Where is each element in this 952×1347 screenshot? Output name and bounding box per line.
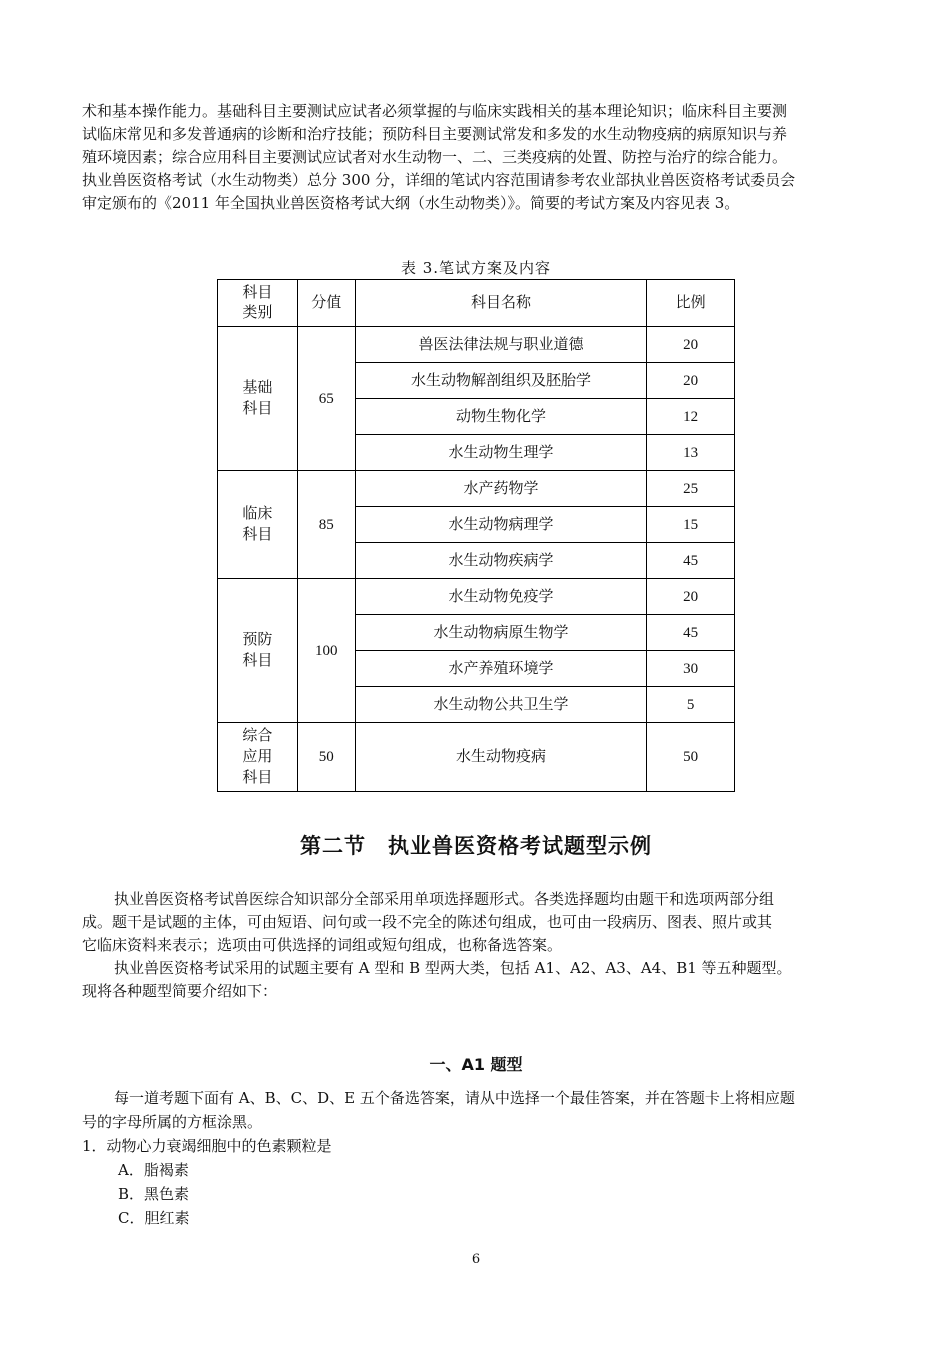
paragraph-line: 它临床资料来表示；选项由可供选择的词组或短句组成，也称备选答案。 (82, 936, 563, 954)
category-cell: 综合 应用 科目 (218, 723, 298, 792)
subject-cell: 水生动物免疫学 (355, 579, 646, 615)
header-category: 科目 类别 (218, 280, 298, 327)
table-caption: 表 3.笔试方案及内容 (400, 259, 552, 277)
subject-cell: 兽医法律法规与职业道德 (355, 327, 646, 363)
subject-cell: 动物生物化学 (355, 399, 646, 435)
category-cell: 预防 科目 (218, 579, 298, 723)
subject-cell: 水产养殖环境学 (355, 651, 646, 687)
paragraph-line: 执业兽医资格考试兽医综合知识部分全部采用单项选择题形式。各类选择题均由题干和选项两部分组 (114, 890, 775, 908)
paragraph-line: 号的字母所属的方框涂黑。 (82, 1113, 263, 1131)
ratio-cell: 20 (647, 327, 735, 363)
header-ratio: 比例 (647, 280, 735, 327)
subject-cell: 水产药物学 (355, 471, 646, 507)
page-number: 6 (471, 1252, 481, 1267)
subject-cell: 水生动物病理学 (355, 507, 646, 543)
paragraph-line: 现将各种题型简要介绍如下： (82, 982, 278, 1000)
ratio-cell: 12 (647, 399, 735, 435)
score-cell: 65 (297, 327, 355, 471)
category-cell: 临床 科目 (218, 471, 298, 579)
answer-option: A．脂褐素 (118, 1161, 189, 1179)
subject-cell: 水生动物生理学 (355, 435, 646, 471)
intro-line: 执业兽医资格考试（水生动物类）总分 300 分，详细的笔试内容范围请参考农业部执业兽医资格考试委员会 (82, 171, 796, 189)
header-score: 分值 (297, 280, 355, 327)
ratio-cell: 15 (647, 507, 735, 543)
table-header-row (218, 280, 735, 327)
exam-plan-table (217, 279, 735, 792)
subject-cell: 水生动物病原生物学 (355, 615, 646, 651)
subject-cell: 水生动物解剖组织及胚胎学 (355, 363, 646, 399)
ratio-cell: 5 (647, 687, 735, 723)
table-row (218, 327, 735, 363)
a1-subtitle: 一、A1 题型 (429, 1055, 523, 1074)
subject-cell: 水生动物疾病学 (355, 543, 646, 579)
paragraph-line: 每一道考题下面有 A、B、C、D、E 五个备选答案，请从中选择一个最佳答案，并在答题卡上将相应题 (114, 1089, 795, 1107)
ratio-cell: 20 (647, 363, 735, 399)
answer-option: B．黑色素 (118, 1185, 190, 1203)
ratio-cell: 45 (647, 615, 735, 651)
paragraph-line: 成。题干是试题的主体，可由短语、问句或一段不完全的陈述句组成，也可由一段病历、图表、照片或其 (82, 913, 773, 931)
question-stem: 1．动物心力衰竭细胞中的色素颗粒是 (82, 1137, 332, 1155)
a1-body (82, 1086, 874, 1230)
answer-option: C．胆红素 (118, 1209, 190, 1227)
table-row (218, 723, 735, 792)
table-row (218, 579, 735, 615)
paragraph-line: 执业兽医资格考试采用的试题主要有 A 型和 B 型两大类，包括 A1、A2、A3、A4、B1 等五种题型。 (114, 959, 792, 977)
table-row (218, 471, 735, 507)
score-cell: 50 (297, 723, 355, 792)
ratio-cell: 13 (647, 435, 735, 471)
intro-paragraph (82, 100, 874, 215)
ratio-cell: 20 (647, 579, 735, 615)
intro-line: 审定颁布的《2011 年全国执业兽医资格考试大纲（水生动物类）》。简要的考试方案及内容见表 3。 (82, 194, 740, 212)
category-cell: 基础 科目 (218, 327, 298, 471)
header-subject: 科目名称 (355, 280, 646, 327)
section-body (82, 888, 874, 1003)
ratio-cell: 45 (647, 543, 735, 579)
ratio-cell: 30 (647, 651, 735, 687)
intro-line: 术和基本操作能力。基础科目主要测试应试者必须掌握的与临床实践相关的基本理论知识；临床科目主要测 (82, 102, 788, 120)
subject-cell: 水生动物疫病 (355, 723, 646, 792)
ratio-cell: 50 (647, 723, 735, 792)
score-cell: 100 (297, 579, 355, 723)
intro-line: 殖环境因素；综合应用科目主要测试应试者对水生动物一、二、三类疫病的处置、防控与治疗的综合能力。 (82, 148, 788, 166)
subject-cell: 水生动物公共卫生学 (355, 687, 646, 723)
intro-line: 试临床常见和多发普通病的诊断和治疗技能；预防科目主要测试常发和多发的水生动物疫病的病原知识与养 (82, 125, 788, 143)
ratio-cell: 25 (647, 471, 735, 507)
section-title: 第二节 执业兽医资格考试题型示例 (300, 834, 652, 858)
score-cell: 85 (297, 471, 355, 579)
